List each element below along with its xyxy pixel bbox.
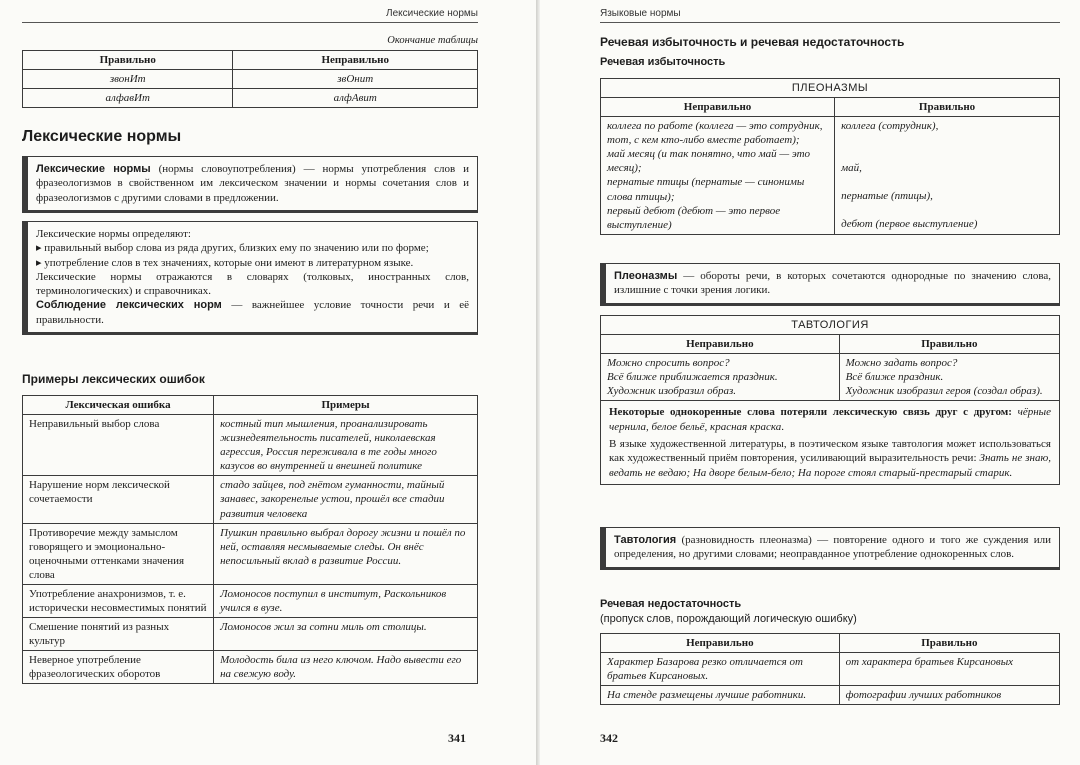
info-bullet: ▸ правильный выбор слова из ряда других, близких ему по значению или по форме;	[36, 241, 469, 255]
table-row	[23, 89, 478, 108]
note-bold: Некоторые однокоренные слова потеряли лексическую связь друг с другом:	[609, 406, 1012, 419]
error-type: Употребление анахронизмов, т. е. исторически несовместимых понятий	[23, 584, 214, 617]
running-head: Лексические нормы	[22, 8, 478, 23]
note-paragraph	[609, 405, 1051, 434]
pleonasm-right: дебют (первое выступление)	[841, 218, 978, 231]
note-examples: чёрные чернила, белое бельё, красная краска	[609, 406, 1051, 433]
info-intro: Лексические нормы определяют:	[36, 228, 191, 240]
wrong-example: На стенде размещены лучшие работники.	[601, 686, 840, 705]
right-example: фотографии лучших работников	[839, 686, 1059, 705]
definition-text: (разновидность плеоназма) — повторение одного и того же суждения или определения, но другими словами; неоправданное употребление однокоренных слов.	[614, 534, 1051, 561]
insufficiency-table-block	[600, 633, 1060, 705]
tautology-right: Можно задать вопрос?	[845, 357, 958, 370]
column-header: Неправильно	[601, 98, 835, 117]
table-row	[23, 584, 478, 617]
error-type: Противоречие между замыслом говорящего и эмоционально-оценочными оттенками значения слова	[23, 523, 214, 584]
insufficiency-title: Речевая недостаточность	[600, 598, 742, 610]
stress-table	[22, 50, 478, 108]
info-bullet: ▸ употребление слов в тех значениях, которые они имеют в литературном языке.	[36, 256, 469, 270]
tautology-wrong: Всё ближе приближается праздник.	[607, 371, 778, 384]
info-box	[22, 221, 478, 335]
accuracy-text: — важнейшее условие точности речи и её правильности.	[36, 299, 469, 326]
note-period: .	[781, 420, 785, 433]
column-header: Правильно	[839, 634, 1059, 653]
column-header: Правильно	[23, 51, 233, 70]
error-type: Нарушение норм лексической сочетаемости	[23, 476, 214, 523]
pleonasm-right: коллега (сотрудник),	[841, 120, 939, 133]
insufficiency-subtitle: (пропуск слов, порождающий логическую ошибку)	[600, 613, 857, 625]
column-header: Правильно	[835, 98, 1060, 117]
table-row	[23, 415, 478, 476]
table-row	[23, 476, 478, 523]
table-row	[601, 354, 1060, 401]
pleonasm-table-block	[600, 78, 1060, 235]
right-example	[835, 117, 1060, 235]
insufficiency-table	[600, 633, 1060, 705]
wrong-example: Характер Базарова резко отличается от братьев Кирсановых.	[601, 653, 840, 686]
error-example: стадо зайцев, под гнётом гуманности, тайный занавес, закоренелые устои, прошёл все стадии развития человека	[214, 476, 478, 523]
running-head: Языковые нормы	[600, 8, 1060, 23]
table-caption: ТАВТОЛОГИЯ	[601, 316, 1060, 335]
right-example	[839, 354, 1059, 401]
column-header: Неправильно	[601, 634, 840, 653]
definition-term: Тавтология	[614, 534, 677, 546]
pleonasm-wrong: коллега по работе (коллега — это сотрудник, тот, с кем кто-либо вместе работает);	[607, 120, 823, 147]
error-example: Молодость била из него ключом. Надо вывести его на свежую воду.	[214, 651, 478, 684]
definition-term: Плеоназмы	[614, 270, 678, 282]
section-title: Речевая избыточность и речевая недостаточность	[600, 35, 905, 49]
table-caption: Окончание таблицы	[387, 35, 478, 46]
tautology-right: Всё ближе праздник.	[845, 371, 944, 384]
page-left	[0, 0, 536, 765]
page-right	[540, 0, 1080, 765]
note-text: В языке художественной литературы, в поэтическом языке тавтология может использоваться как художественный приём повторения, усиливающий выразительность речи:	[609, 437, 1051, 465]
table-cell: алфАвит	[233, 89, 478, 108]
pleonasm-wrong: первый дебют (дебют — это первое выступление)	[607, 204, 781, 231]
errors-table	[22, 395, 478, 684]
pleonasm-right: пернатые (птицы),	[841, 190, 933, 203]
table-row	[601, 653, 1060, 686]
redundancy-title: Речевая избыточность	[600, 56, 726, 68]
table-row	[601, 117, 1060, 235]
stress-table-block	[22, 35, 478, 108]
errors-title: Примеры лексических ошибок	[22, 372, 205, 386]
info-dictionaries: Лексические нормы отражаются в словарях (толковых, иностранных слов, терминологических) и справочниках.	[36, 270, 469, 298]
table-cell: звОнит	[233, 70, 478, 89]
error-type: Смешение понятий из разных культур	[23, 618, 214, 651]
table-row	[23, 651, 478, 684]
tautology-note	[600, 401, 1060, 484]
accuracy-term: Соблюдение лексических норм	[36, 299, 222, 312]
definition-text: — обороты речи, в которых сочетаются однородные по значению слова, излишние с точки зрения логики.	[614, 270, 1051, 297]
errors-table-block	[22, 395, 478, 684]
tautology-wrong: Художник изобразил образ.	[607, 385, 737, 398]
page-number: 341	[448, 731, 466, 745]
pleonasm-wrong: пернатые птицы (пернатые — синонимы слова птицы);	[607, 176, 805, 203]
tautology-definition-box	[600, 527, 1060, 570]
table-cell: звонИт	[23, 70, 233, 89]
table-row	[23, 618, 478, 651]
tautology-table	[600, 315, 1060, 401]
info-accuracy	[36, 298, 469, 327]
error-type: Неправильный выбор слова	[23, 415, 214, 476]
table-caption: ПЛЕОНАЗМЫ	[601, 79, 1060, 98]
error-example: костный тип мышления, проанализировать жизнедеятельность писателей, николаевская агрессия, Россия переживала в те годы много казусов во внутренней и внешней политике	[214, 415, 478, 476]
section-title: Лексические нормы	[22, 128, 182, 145]
column-header: Правильно	[839, 335, 1059, 354]
definition-text: (нормы словоупотребления) — нормы употребления слов и фразеологизмов в свойственном им лексическом значении и нормы сочетания слов и фразеологизмов с другими словами в предложении.	[36, 163, 469, 204]
right-example: от характера братьев Кирсановых	[839, 653, 1059, 686]
definition-term: Лексические нормы	[36, 163, 151, 175]
table-row	[601, 686, 1060, 705]
column-header: Неправильно	[233, 51, 478, 70]
column-header: Примеры	[214, 396, 478, 415]
pleonasm-table	[600, 78, 1060, 235]
pleonasm-wrong: май месяц (и так понятно, что май — это месяц);	[607, 148, 811, 175]
error-example: Ломоносов жил за сотни миль от столицы.	[214, 618, 478, 651]
page-number: 342	[600, 731, 618, 745]
table-row	[23, 70, 478, 89]
error-example: Пушкин правильно выбрал дорогу жизни и пошёл по ней, оставляя несмываемые следы. Он внёс непосильный вклад в развитие России.	[214, 523, 478, 584]
pleonasm-definition-box	[600, 263, 1060, 306]
table-row	[23, 523, 478, 584]
column-header: Лексическая ошибка	[23, 396, 214, 415]
error-example: Ломоносов поступил в институт, Раскольников учился в вузе.	[214, 584, 478, 617]
definition-box	[22, 156, 478, 213]
note-examples: Знать не знаю, ведать не ведаю; На дворе белым-бело; На пороге стоял старый-престарый старик.	[609, 452, 1051, 479]
pleonasm-right: май,	[841, 162, 862, 175]
tautology-wrong: Можно спросить вопрос?	[607, 357, 730, 370]
error-type: Неверное употребление фразеологических оборотов	[23, 651, 214, 684]
tautology-table-block	[600, 315, 1060, 485]
table-cell: алфавИт	[23, 89, 233, 108]
tautology-right: Художник изобразил героя (создал образ).	[845, 385, 1043, 398]
wrong-example	[601, 354, 840, 401]
wrong-example	[601, 117, 835, 235]
note-paragraph	[609, 437, 1051, 480]
column-header: Неправильно	[601, 335, 840, 354]
